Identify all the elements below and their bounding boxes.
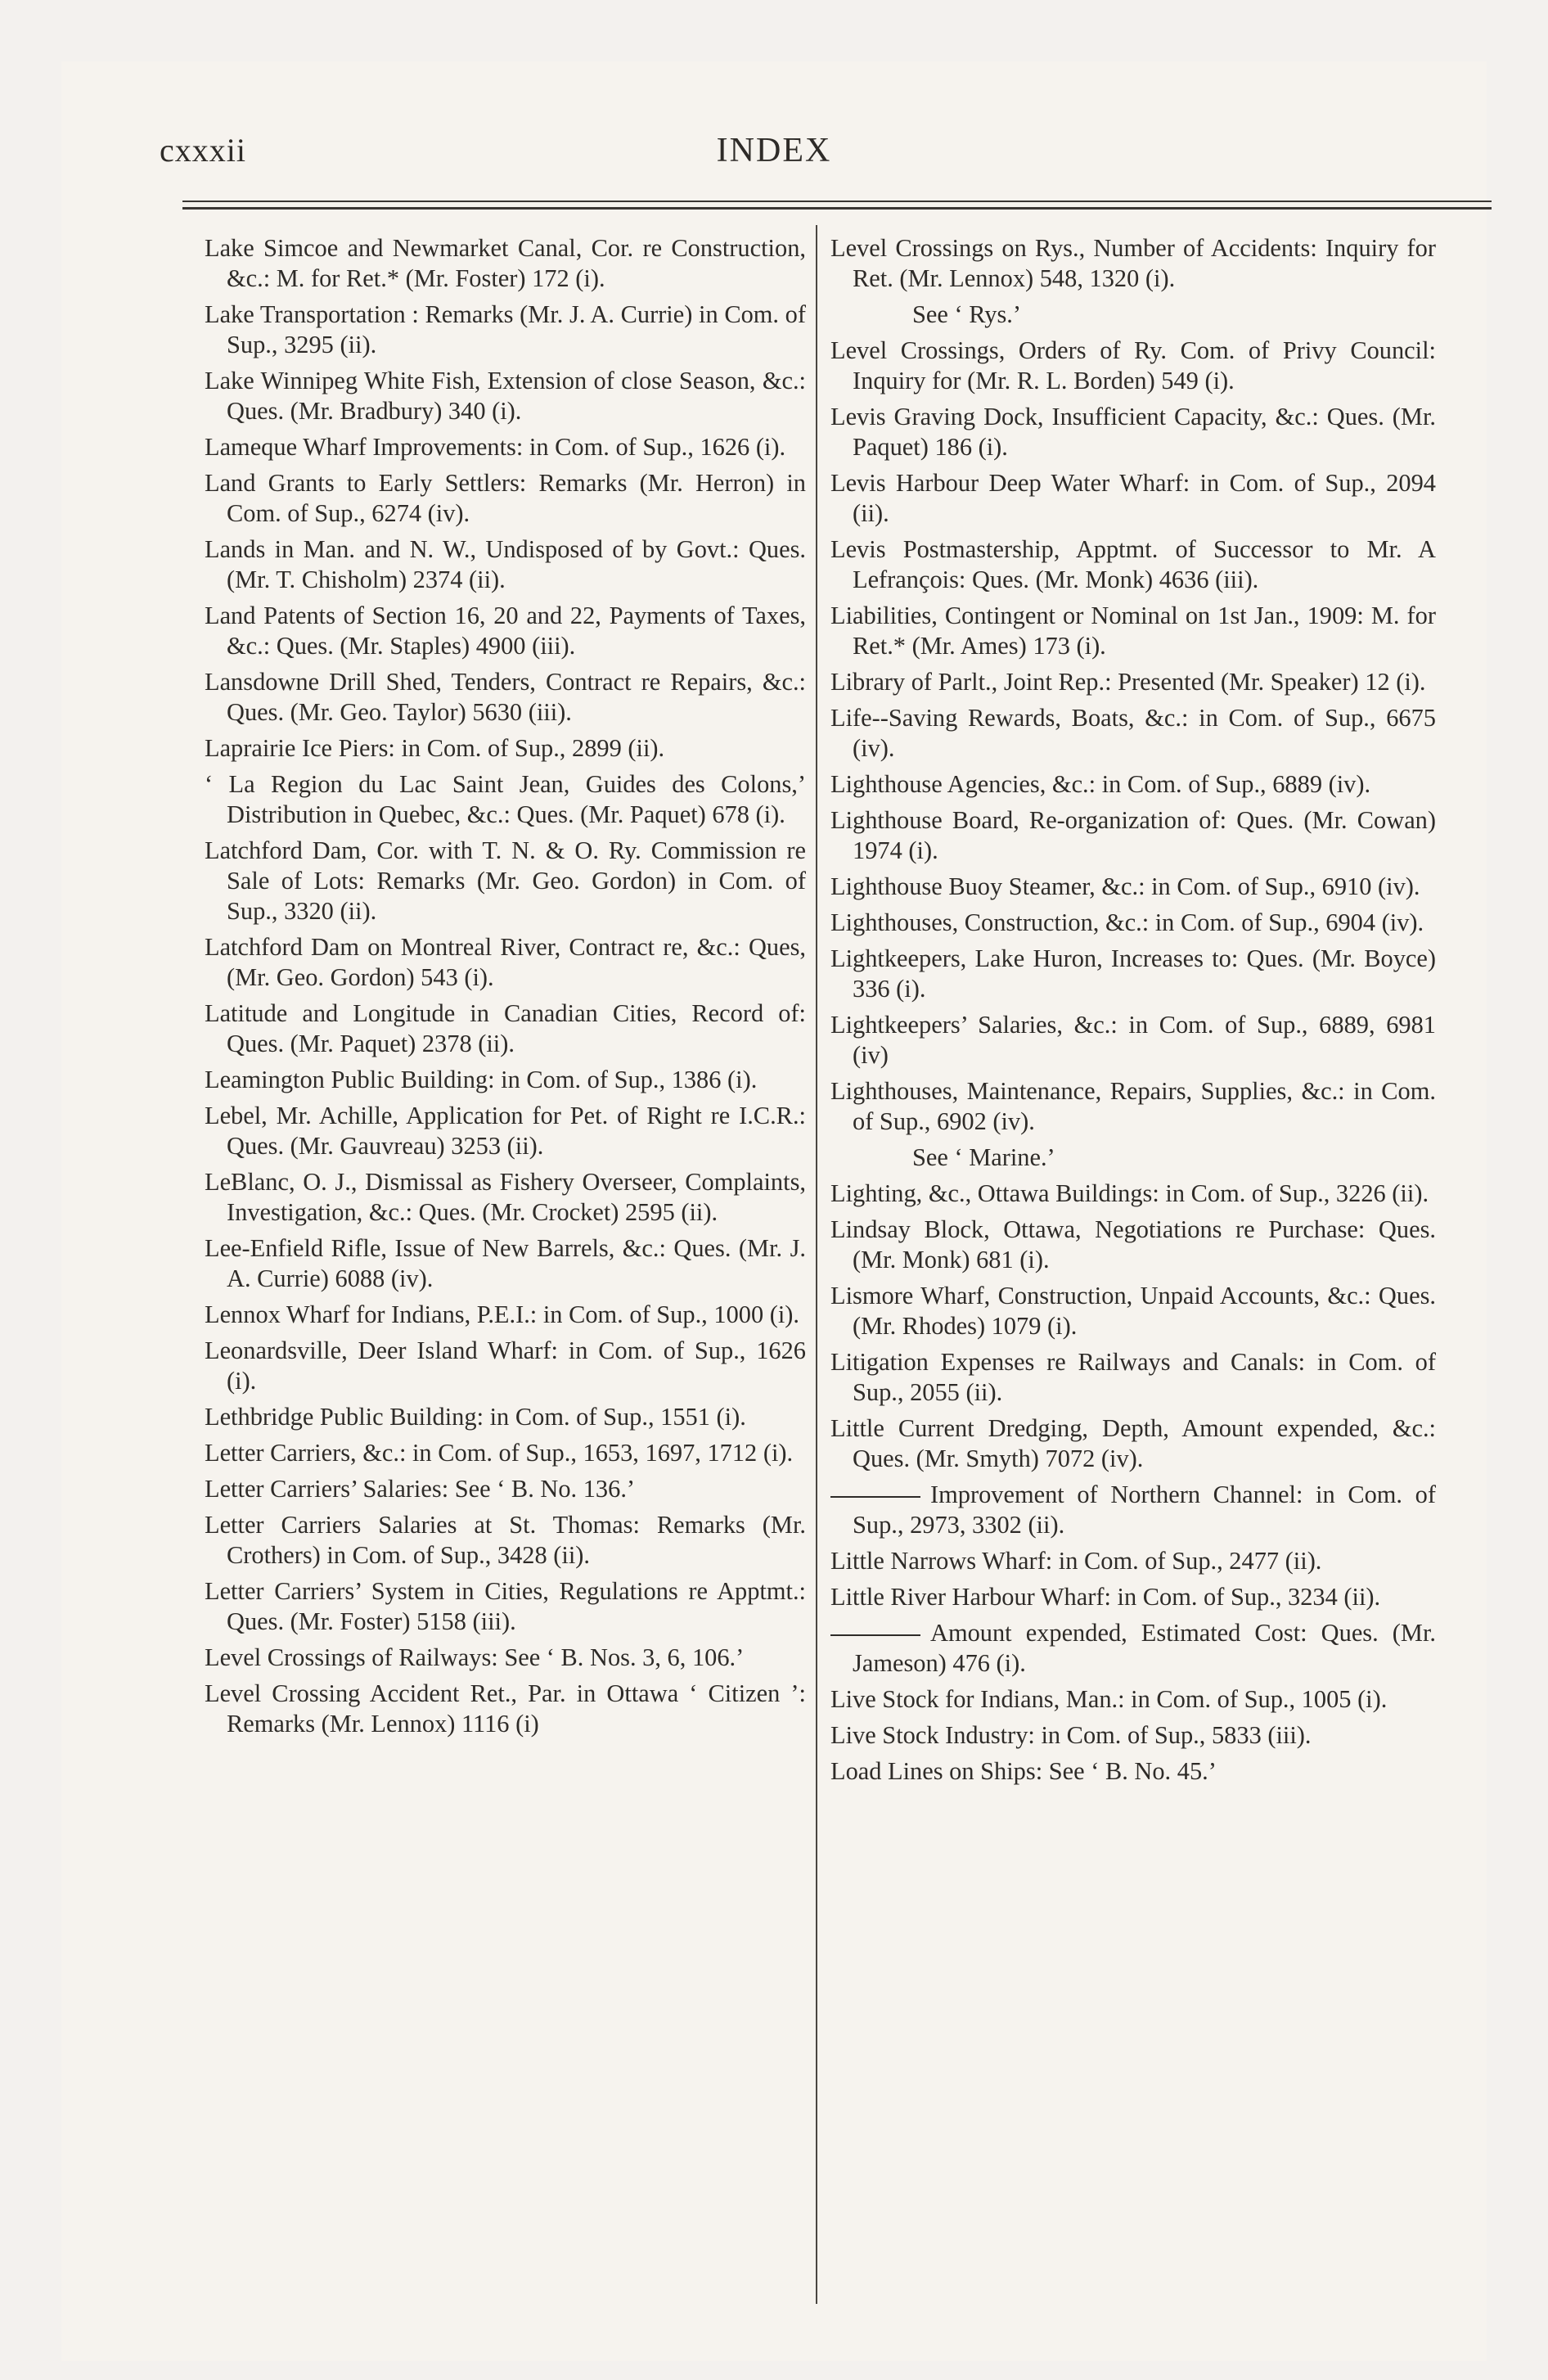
ditto-dash (830, 1634, 920, 1636)
index-entry: LeBlanc, O. J., Dismissal as Fishery Overseer, Complaints, Investigation, &c.: Ques. (Mr. Crocket) 2595 (ii). (205, 1168, 806, 1226)
index-entry: Load Lines on Ships: See ‘ B. No. 45.’ (830, 1757, 1217, 1785)
left-column (205, 233, 806, 1745)
index-entry: Level Crossings of Railways: See ‘ B. Nos. 3, 6, 106.’ (205, 1643, 745, 1671)
index-entry: Library of Parlt., Joint Rep.: Presented (Mr. Speaker) 12 (i). (830, 668, 1426, 696)
cross-reference: See ‘ Marine.’ (912, 1143, 1055, 1171)
index-entry: Lee-Enfield Rifle, Issue of New Barrels, &c.: Ques. (Mr. J. A. Currie) 6088 (iv). (205, 1234, 806, 1292)
index-entry: Lindsay Block, Ottawa, Negotiations re Purchase: Ques. (Mr. Monk) 681 (i). (830, 1215, 1436, 1273)
index-entry: Latitude and Longitude in Canadian Cities, Record of: Ques. (Mr. Paquet) 2378 (ii). (205, 999, 806, 1057)
index-entry: Little Current Dredging, Depth, Amount expended, &c.: Ques. (Mr. Smyth) 7072 (iv). (830, 1414, 1436, 1472)
index-entry: ‘ La Region du Lac Saint Jean, Guides des Colons,’ Distribution in Quebec, &c.: Ques. (Mr. Paquet) 678 (i). (205, 770, 806, 828)
index-entry: Letter Carriers, &c.: in Com. of Sup., 1653, 1697, 1712 (i). (205, 1439, 794, 1467)
index-entry: Lennox Wharf for Indians, P.E.I.: in Com. of Sup., 1000 (i). (205, 1300, 800, 1328)
index-entry: Lighthouses, Maintenance, Repairs, Supplies, &c.: in Com. of Sup., 6902 (iv). (830, 1077, 1436, 1135)
index-entry: Lake Simcoe and Newmarket Canal, Cor. re Construction, &c.: M. for Ret.* (Mr. Foster) 172 (i). (205, 234, 806, 292)
header-rule-top (182, 201, 1492, 202)
index-entry: Letter Carriers’ System in Cities, Regulations re Apptmt.: Ques. (Mr. Foster) 5158 (iii). (205, 1577, 806, 1635)
index-entry: Lebel, Mr. Achille, Application for Pet. of Right re I.C.R.: Ques. (Mr. Gauvreau) 3253 (ii). (205, 1102, 806, 1160)
index-entry: Leonardsville, Deer Island Wharf: in Com. of Sup., 1626 (i). (205, 1336, 806, 1395)
page-title: INDEX (716, 132, 832, 169)
index-entry: Leamington Public Building: in Com. of Sup., 1386 (i). (205, 1066, 758, 1093)
index-page (61, 61, 1487, 2361)
index-entry: Lameque Wharf Improvements: in Com. of Sup., 1626 (i). (205, 433, 786, 461)
sub-entry (830, 1618, 1436, 1679)
index-entry: Life--Saving Rewards, Boats, &c.: in Com. of Sup., 6675 (iv). (830, 704, 1436, 762)
index-entry: Latchford Dam on Montreal River, Contract re, &c.: Ques, (Mr. Geo. Gordon) 543 (i). (205, 933, 806, 991)
index-entry: Lake Transportation : Remarks (Mr. J. A. Currie) in Com. of Sup., 3295 (ii). (205, 300, 806, 358)
index-entry: Latchford Dam, Cor. with T. N. & O. Ry. Commission re Sale of Lots: Remarks (Mr. Geo. Gordon) in Com. of Sup., 3320 (ii). (205, 836, 806, 925)
index-entry: Level Crossings on Rys., Number of Accidents: Inquiry for Ret. (Mr. Lennox) 548, 1320 (i). (830, 234, 1436, 292)
index-entry: Land Grants to Early Settlers: Remarks (Mr. Herron) in Com. of Sup., 6274 (iv). (205, 469, 806, 527)
index-entry: Live Stock for Indians, Man.: in Com. of Sup., 1005 (i). (830, 1685, 1388, 1713)
index-entry: Laprairie Ice Piers: in Com. of Sup., 2899 (ii). (205, 734, 665, 762)
index-entry: Lighthouse Buoy Steamer, &c.: in Com. of Sup., 6910 (iv). (830, 872, 1420, 900)
index-entry: Lethbridge Public Building: in Com. of Sup., 1551 (i). (205, 1403, 746, 1431)
sub-entry (830, 1480, 1436, 1540)
index-entry: Lismore Wharf, Construction, Unpaid Accounts, &c.: Ques. (Mr. Rhodes) 1079 (i). (830, 1282, 1436, 1340)
header-rule-bottom (182, 207, 1492, 210)
right-column (830, 233, 1436, 1792)
index-entry: Lighthouse Board, Re-organization of: Ques. (Mr. Cowan) 1974 (i). (830, 806, 1436, 864)
index-entry: Lighthouses, Construction, &c.: in Com. of Sup., 6904 (iv). (830, 908, 1424, 936)
index-entry: Lake Winnipeg White Fish, Extension of close Season, &c.: Ques. (Mr. Bradbury) 340 (i). (205, 367, 806, 425)
index-entry: Level Crossings, Orders of Ry. Com. of Privy Council: Inquiry for (Mr. R. L. Borden) 549 (i). (830, 336, 1436, 394)
page-header (61, 131, 1487, 188)
ditto-dash (830, 1496, 920, 1498)
sub-entry-text: Amount expended, Estimated Cost: Ques. (Mr. Jameson) 476 (i). (853, 1619, 1436, 1677)
index-entry: Live Stock Industry: in Com. of Sup., 5833 (iii). (830, 1721, 1312, 1749)
index-entry: Lighting, &c., Ottawa Buildings: in Com. of Sup., 3226 (ii). (830, 1179, 1429, 1207)
index-entry: Land Patents of Section 16, 20 and 22, Payments of Taxes, &c.: Ques. (Mr. Staples) 4900 (iii). (205, 602, 806, 660)
page-number: cxxxii (160, 132, 246, 169)
index-entry: Liabilities, Contingent or Nominal on 1st Jan., 1909: M. for Ret.* (Mr. Ames) 173 (i). (830, 602, 1436, 660)
index-entry: Lands in Man. and N. W., Undisposed of by Govt.: Ques. (Mr. T. Chisholm) 2374 (ii). (205, 535, 806, 593)
index-entry: Letter Carriers Salaries at St. Thomas: Remarks (Mr. Crothers) in Com. of Sup., 3428 (ii). (205, 1511, 806, 1569)
column-divider (816, 225, 817, 2304)
index-entry: Level Crossing Accident Ret., Par. in Ottawa ‘ Citizen ’: Remarks (Mr. Lennox) 1116 (i) (205, 1679, 806, 1738)
cross-reference: See ‘ Rys.’ (912, 300, 1021, 328)
index-entry: Levis Harbour Deep Water Wharf: in Com. of Sup., 2094 (ii). (830, 469, 1436, 527)
index-entry: Levis Postmastership, Apptmt. of Successor to Mr. A Lefrançois: Ques. (Mr. Monk) 4636 (iii). (830, 535, 1436, 593)
index-entry: Lansdowne Drill Shed, Tenders, Contract re Repairs, &c.: Ques. (Mr. Geo. Taylor) 5630 (iii). (205, 668, 806, 726)
index-entry: Litigation Expenses re Railways and Canals: in Com. of Sup., 2055 (ii). (830, 1348, 1436, 1406)
index-entry: Levis Graving Dock, Insufficient Capacity, &c.: Ques. (Mr. Paquet) 186 (i). (830, 403, 1436, 461)
index-entry: Lighthouse Agencies, &c.: in Com. of Sup., 6889 (iv). (830, 770, 1371, 798)
index-entry: Lightkeepers, Lake Huron, Increases to: Ques. (Mr. Boyce) 336 (i). (830, 944, 1436, 1003)
index-entry: Lightkeepers’ Salaries, &c.: in Com. of Sup., 6889, 6981 (iv) (830, 1011, 1436, 1069)
sub-entry-text: Improvement of Northern Channel: in Com. of Sup., 2973, 3302 (ii). (853, 1481, 1436, 1539)
index-entry: Little River Harbour Wharf: in Com. of Sup., 3234 (ii). (830, 1583, 1381, 1611)
index-entry: Little Narrows Wharf: in Com. of Sup., 2477 (ii). (830, 1547, 1322, 1575)
index-entry: Letter Carriers’ Salaries: See ‘ B. No. 136.’ (205, 1475, 636, 1503)
